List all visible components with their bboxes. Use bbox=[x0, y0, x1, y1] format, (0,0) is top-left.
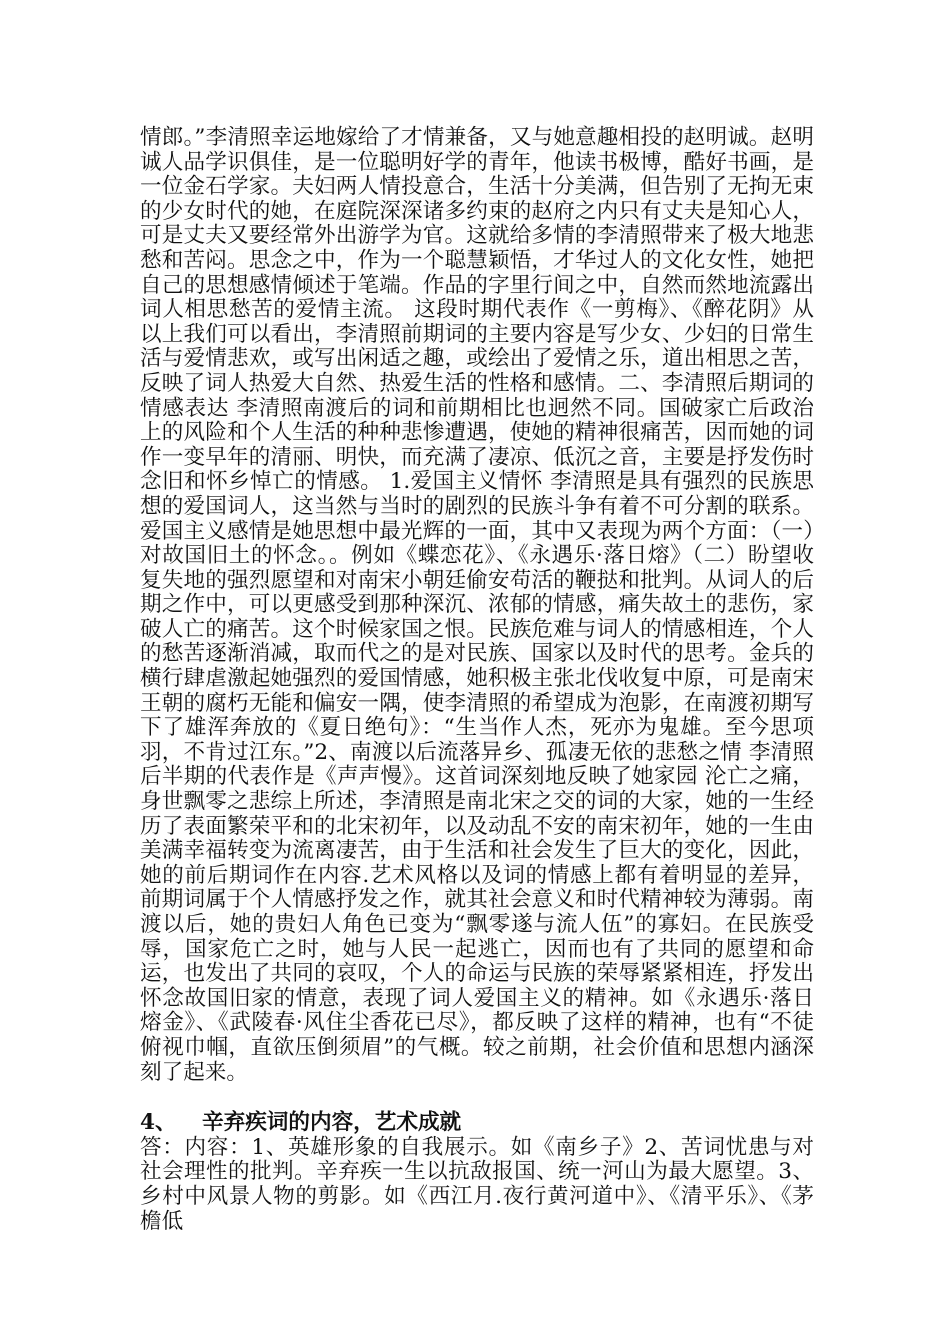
question-title: 辛弃疾词的内容，艺术成就 bbox=[202, 1110, 462, 1136]
document-page bbox=[140, 126, 814, 1234]
question-heading bbox=[140, 1111, 814, 1136]
answer-paragraph: 答：内容：1、英雄形象的自我展示。如《南乡子》2、苦词忧患与对社会理性的批判。辛弃疾一生以抗敌报国、统一河山为最大愿望。3、乡村中风景人物的剪影。如《西江月.夜行黄河道中》、《清平乐》、《茅檐低 bbox=[140, 1134, 814, 1234]
question-number: 4、 bbox=[140, 1110, 177, 1136]
body-paragraph: 情郎。”李清照幸运地嫁给了才情兼备，又与她意趣相投的赵明诚。赵明诚人品学识俱佳，是一位聪明好学的青年，他读书极博，酷好书画，是一位金石学家。夫妇两人情投意合，生活十分美满，但告别了无拘无束的少女时代的她，在庭院深深诸多约束的赵府之内只有丈夫是知心人，可是丈夫又要经常外出游学为官。这就给多情的李清照带来了极大地悲愁和苦闷。思念之中，作为一个聪慧颖悟，才华过人的文化女性，她把自己的思想感情倾述于笔端。作品的字里行间之中，自然而然地流露出词人相思愁苦的爱情主流。 这段时期代表作《一剪梅》、《醉花阴》从以上我们可以看出，李清照前期词的主要内容是写少女、少妇的日常生活与爱情悲欢，或写出闲适之趣，或绘出了爱情之乐，道出相思之苦，反映了词人热爱大自然、热爱生活的性格和感情。二、李清照后期词的情感表达 李清照南渡后的词和前期相比也迥然不同。国破家亡后政治上的风险和个人生活的种种悲惨遭遇，使她的精神很痛苦，因而她的词作一变早年的清丽、明快，而充满了凄凉、低沉之音，主要是抒发伤时念旧和怀乡悼亡的情感。 1.爱国主义情怀 李清照是具有强烈的民族思想的爱国词人，这当然与当时的剧烈的民族斗争有着不可分割的联系。爱国主义感情是她思想中最光辉的一面，其中又表现为两个方面：（一）对故国旧土的怀念。。例如《蝶恋花》、《永遇乐·落日熔》（二）盼望收复失地的强烈愿望和对南宋小朝廷偷安苟活的鞭挞和批判。从词人的后期之作中，可以更感受到那种深沉、浓郁的情感，痛失故土的悲伤，家破人亡的痛苦。这个时候家国之恨。民族危难与词人的情感相连，个人的愁苦逐渐消减，取而代之的是对民族、国家以及时代的思考。金兵的横行肆虐激起她强烈的爱国情感，她积极主张北伐收复中原，可是南宋王朝的腐朽无能和偏安一隅，使李清照的希望成为泡影，在南渡初期写下了雄浑奔放的《夏日绝句》：“生当作人杰，死亦为鬼雄。至今思项羽，不肯过江东。”2、南渡以后流落异乡、孤凄无依的悲愁之情 李清照后半期的代表作是《声声慢》。这首词深刻地反映了她家园 沦亡之痛，身世飘零之悲综上所述，李清照是南北宋之交的词的大家，她的一生经历了表面繁荣平和的北宋初年，以及动乱不安的南宋初年，她的一生由美满幸福转变为流离凄苦，由于生活和社会发生了巨大的变化，因此，她的前后期词作在内容.艺术风格以及词的情感上都有着明显的差异，前期词属于个人情感抒发之作，就其社会意义和时代精神较为薄弱。南渡以后，她的贵妇人角色已变为“飘零遂与流人伍”的寡妇。在民族受辱，国家危亡之时，她与人民一起逃亡，因而也有了共同的愿望和命运，也发出了共同的哀叹，个人的命运与民族的荣辱紧紧相连，抒发出怀念故国旧家的情意，表现了词人爱国主义的精神。如《永遇乐·落日熔金》、《武陵春·风住尘香花已尽》，都反映了这样的精神，也有“不徒俯视巾帼，直欲压倒须眉”的气概。较之前期，社会价值和思想内涵深刻了起来。 bbox=[140, 125, 814, 1085]
